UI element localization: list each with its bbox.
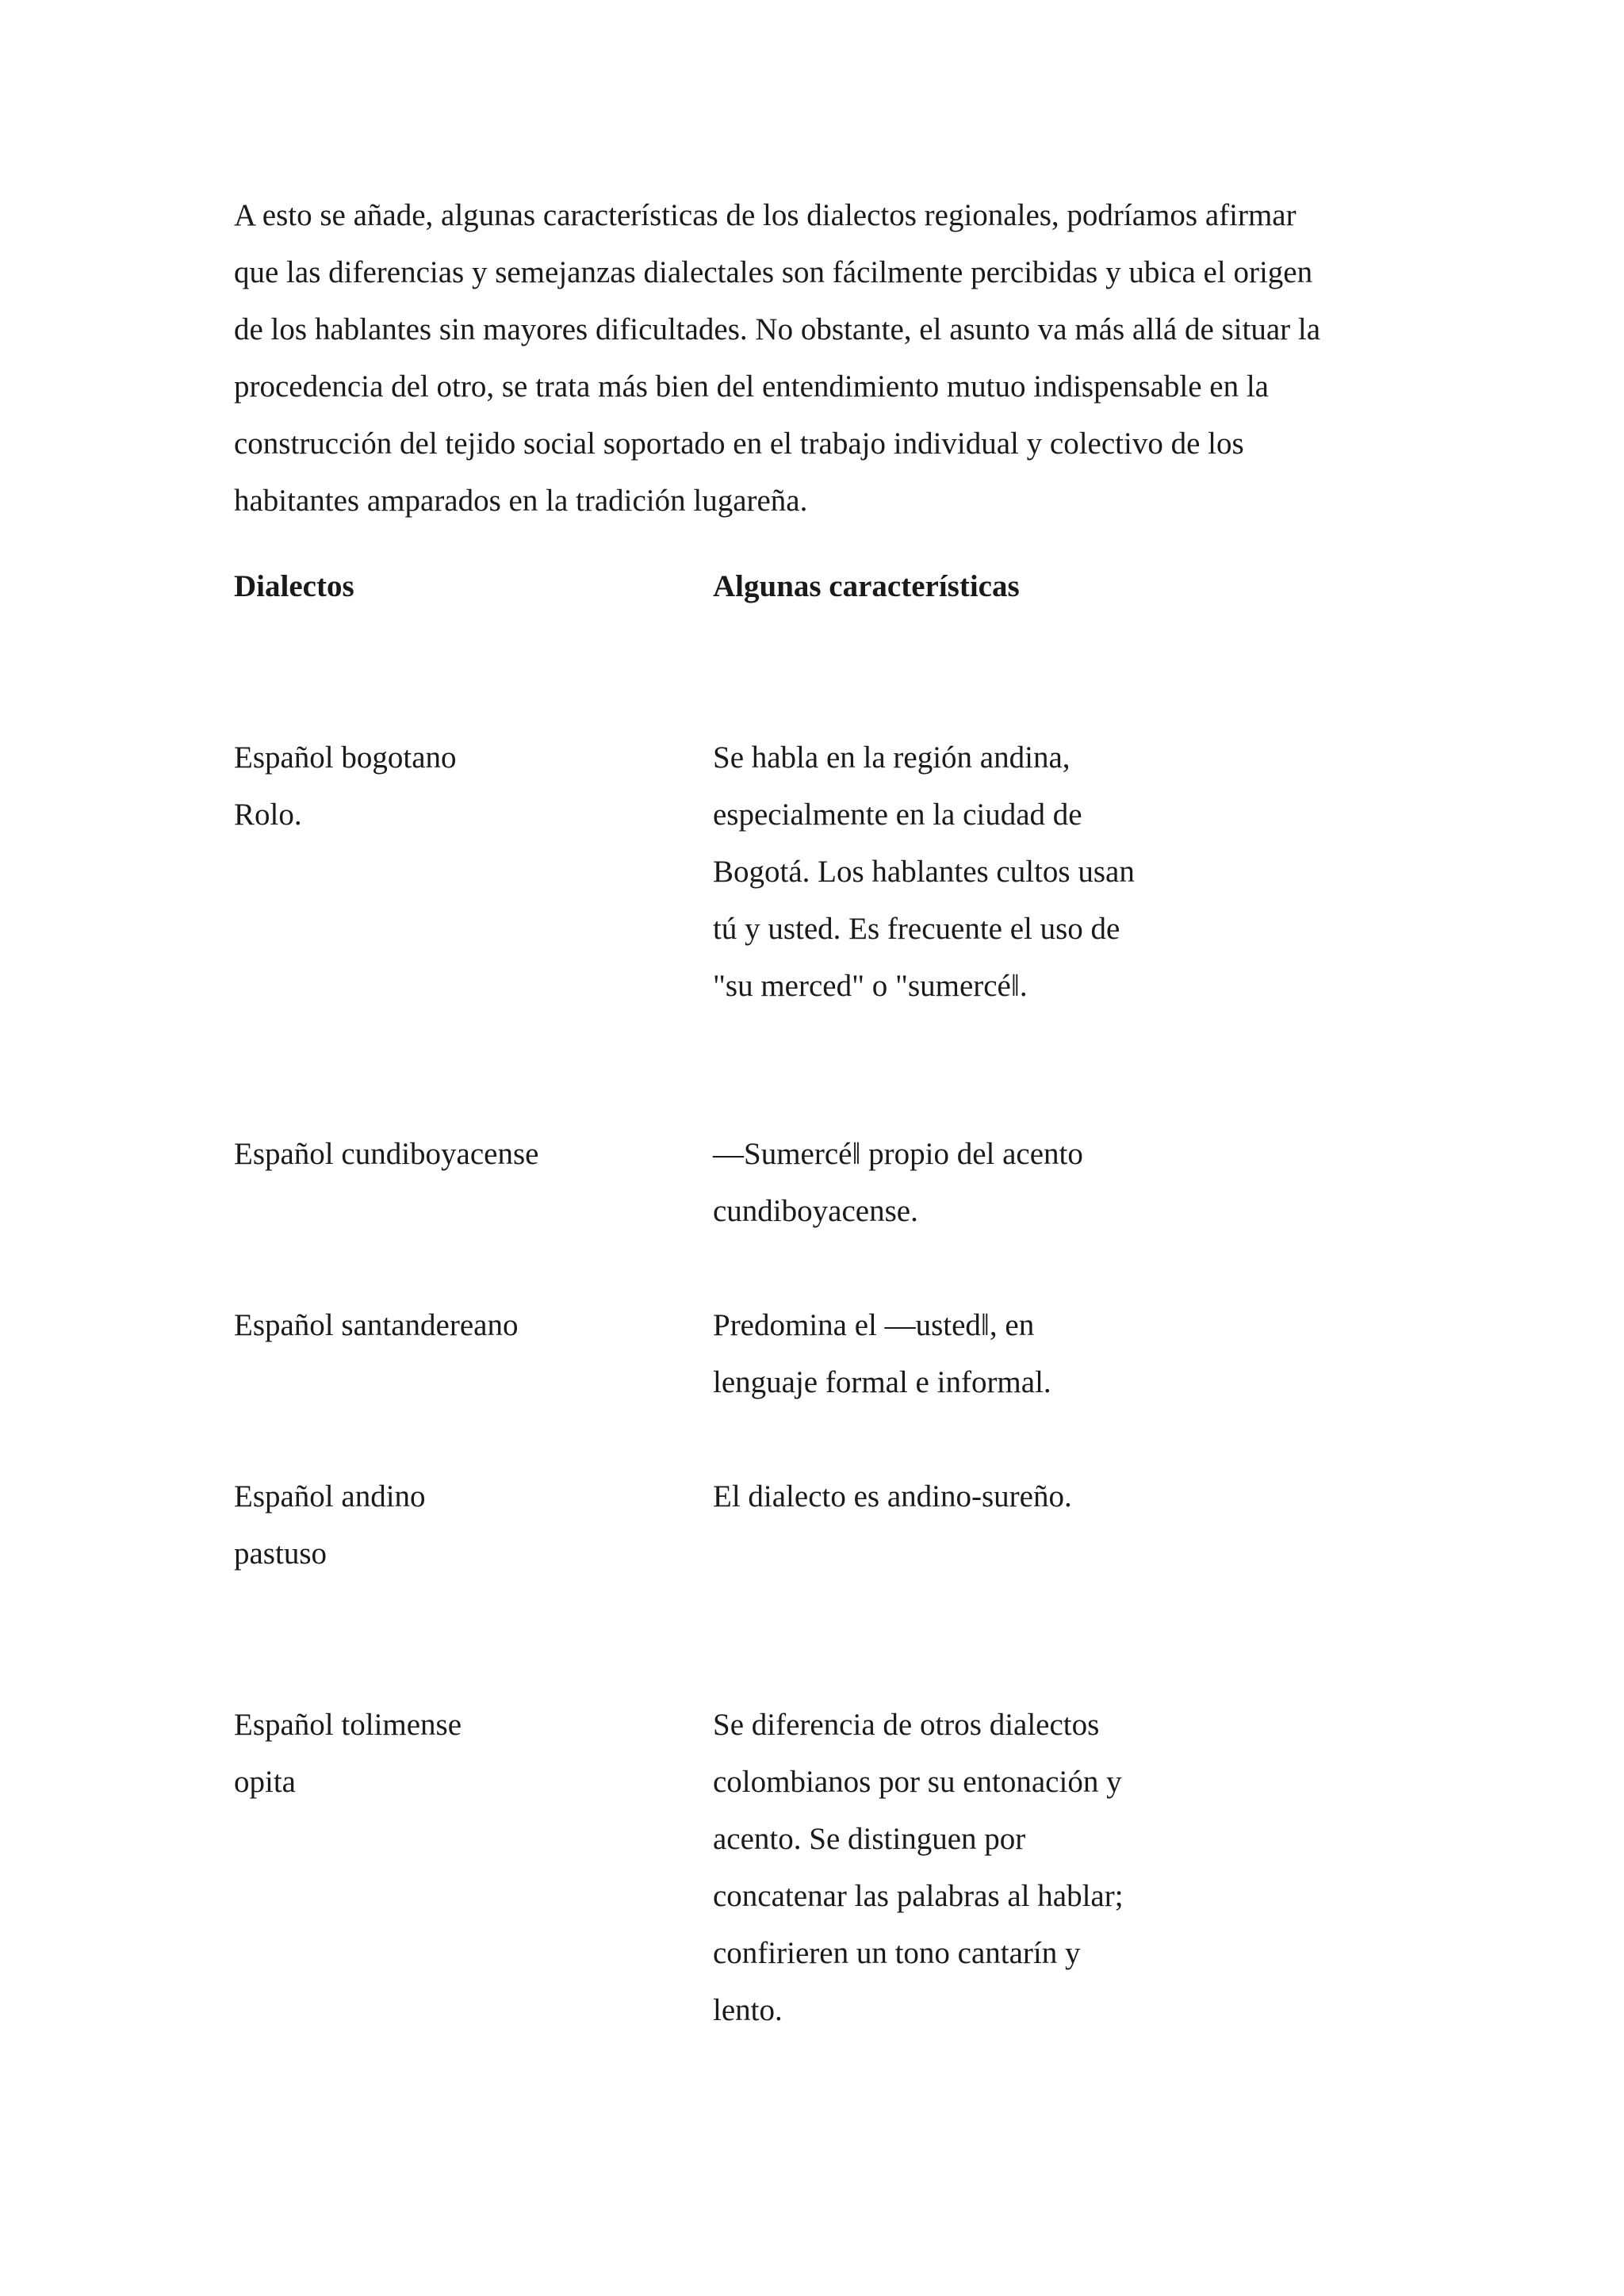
features-line: El dialecto es andino-sureño. [713,1479,1072,1513]
dialect-cell-cundiboyacense [234,1126,538,1183]
features-cell-bogotano [713,729,1135,1015]
dialect-line: Español santandereano [234,1308,519,1342]
features-line: cundiboyacense. [713,1194,918,1228]
dialect-cell-tolimense-opita [234,1697,462,1811]
features-cell-tolimense-opita [713,1697,1124,2039]
paragraph-line: de los hablantes sin mayores dificultades. No obstante, el asunto va más allá de situar la [234,312,1321,346]
features-cell-cundiboyacense [713,1126,1083,1240]
paragraph-line: que las diferencias y semejanzas dialectales son fácilmente percibidas y ubica el origen [234,255,1313,289]
dialect-cell-andino-pastuso [234,1468,426,1582]
header-dialects: Dialectos [234,569,354,603]
features-line: Se diferencia de otros dialectos [713,1708,1100,1742]
dialect-line: Español tolimense [234,1708,462,1742]
paragraph-line: habitantes amparados en la tradición lugareña. [234,484,808,518]
features-line: Predomina el ―usted‖, en [713,1308,1035,1342]
features-line: lento. [713,1993,783,2027]
features-line: ―Sumercé‖ propio del acento [713,1137,1083,1171]
dialect-line: Rolo. [234,798,302,832]
features-line: concatenar las palabras al hablar; [713,1879,1124,1913]
dialect-line: pastuso [234,1536,327,1571]
features-line: especialmente en la ciudad de [713,798,1082,832]
paragraph-line: A esto se añade, algunas características de los dialectos regionales, podríamos afirmar [234,198,1297,232]
dialect-line: Español bogotano [234,740,457,775]
intro-paragraph [234,187,1408,530]
features-cell-andino-pastuso [713,1468,1072,1525]
features-line: acento. Se distinguen por [713,1822,1026,1856]
features-line: lenguaje formal e informal. [713,1365,1051,1399]
dialect-cell-santandereano [234,1297,518,1354]
features-line: Bogotá. Los hablantes cultos usan [713,855,1135,889]
features-line: confirieren un tono cantarín y [713,1936,1081,1970]
paragraph-line: procedencia del otro, se trata más bien del entendimiento mutuo indispensable en la [234,369,1269,404]
header-features: Algunas características [713,569,1020,603]
features-line: tú y usted. Es frecuente el uso de [713,912,1120,946]
features-cell-santandereano [713,1297,1051,1411]
dialect-cell-bogotano [234,729,457,844]
paragraph-line: construcción del tejido social soportado en el trabajo individual y colectivo de los [234,427,1244,461]
features-line: colombianos por su entonación y [713,1765,1122,1799]
features-line: Se habla en la región andina, [713,740,1071,775]
dialect-line: Español andino [234,1479,426,1513]
features-line: "su merced" o "sumercé‖. [713,969,1028,1003]
dialect-line: Español cundiboyacense [234,1137,539,1171]
dialect-line: opita [234,1765,296,1799]
